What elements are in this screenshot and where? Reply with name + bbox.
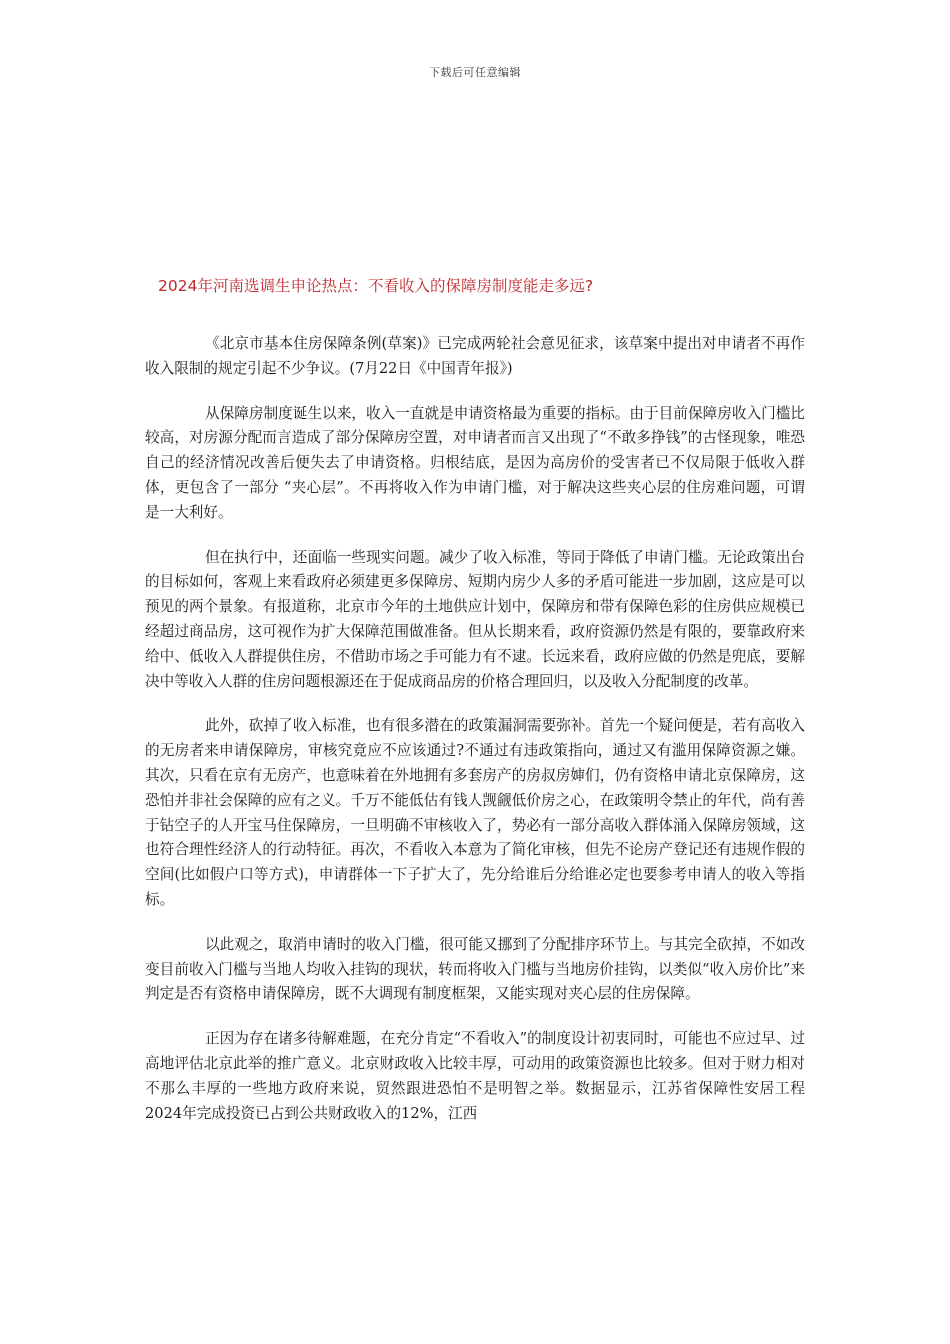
paragraph-6: 正因为存在诸多待解难题，在充分肯定“不看收入”的制度设计初衷同时，可能也不应过早、过高地评估北京此举的推广意义。北京财政收入比较丰厚，可动用的政策资源也比较多。但对于财力相对不那么丰厚的一些地方政府来说，贸然跟进恐怕不是明智之举。数据显示，江苏省保障性安居工程2024年完成投资已占到公共财政收入的12%，江西 xyxy=(145,1030,805,1122)
paragraph-4: 此外，砍掉了收入标准，也有很多潜在的政策漏洞需要弥补。首先一个疑问便是，若有高收入的无房者来申请保障房，审核究竟应不应该通过?不通过有违政策指向，通过又有滥用保障资源之嫌。其次，只看在京有无房产，也意味着在外地拥有多套房产的房叔房婶们，仍有资格申请北京保障房，这恐怕并非社会保障的应有之义。千万不能低估有钱人觊觎低价房之心，在政策明令禁止的年代，尚有善于钻空子的人开宝马住保障房，一旦明确不审核收入了，势必有一部分高收入群体涌入保障房领域，这也符合理性经济人的行动特征。再次，不看收入本意为了简化审核，但先不论房产登记还有违规作假的空间(比如假户口等方式)，申请群体一下子扩大了，先分给谁后分给谁必定也要参考申请人的收入等指标。 xyxy=(145,717,805,908)
paragraph-1: 《北京市基本住房保障条例(草案)》已完成两轮社会意见征求，该草案中提出对申请者不再作收入限制的规定引起不少争议。(7月22日《中国青年报》) xyxy=(145,335,805,377)
paragraph-5: 以此观之，取消申请时的收入门槛，很可能又挪到了分配排序环节上。与其完全砍掉，不如改变目前收入门槛与当地人均收入挂钩的现状，转而将收入门槛与当地房价挂钩，以类似“收入房价比”来判定是否有资格申请保障房，既不大调现有制度框架，又能实现对夹心层的住房保障。 xyxy=(145,935,805,1003)
paragraph-2: 从保障房制度诞生以来，收入一直就是申请资格最为重要的指标。由于目前保障房收入门槛比较高，对房源分配而言造成了部分保障房空置，对申请者而言又出现了“不敢多挣钱”的古怪现象，唯恐自己的经济情况改善后便失去了申请资格。归根结底，是因为高房价的受害者已不仅局限于低收入群体，更包含了一部分 “夹心层”。不再将收入作为申请门槛，对于解决这些夹心层的住房难问题，可谓是一大利好。 xyxy=(145,404,805,521)
paragraph-3: 但在执行中，还面临一些现实问题。减少了收入标准，等同于降低了申请门槛。无论政策出台的目标如何，客观上来看政府必须建更多保障房、短期内房少人多的矛盾可能进一步加剧，这应是可以预见的两个景象。有报道称，北京市今年的土地供应计划中，保障房和带有保障色彩的住房供应规模已经超过商品房，这可视作为扩大保障范围做准备。但从长期来看，政府资源仍然是有限的，要靠政府来给中、低收入人群提供住房，不借助市场之手可能力有不逮。长远来看，政府应做的仍然是兜底，要解决中等收入人群的住房问题根源还在于促成商品房的价格合理回归，以及收入分配制度的改革。 xyxy=(145,548,805,690)
document-body xyxy=(145,332,805,1146)
document-title: 2024年河南选调生申论热点：不看收入的保障房制度能走多远? xyxy=(158,277,594,295)
page-header-note: 下载后可任意编辑 xyxy=(429,66,521,79)
